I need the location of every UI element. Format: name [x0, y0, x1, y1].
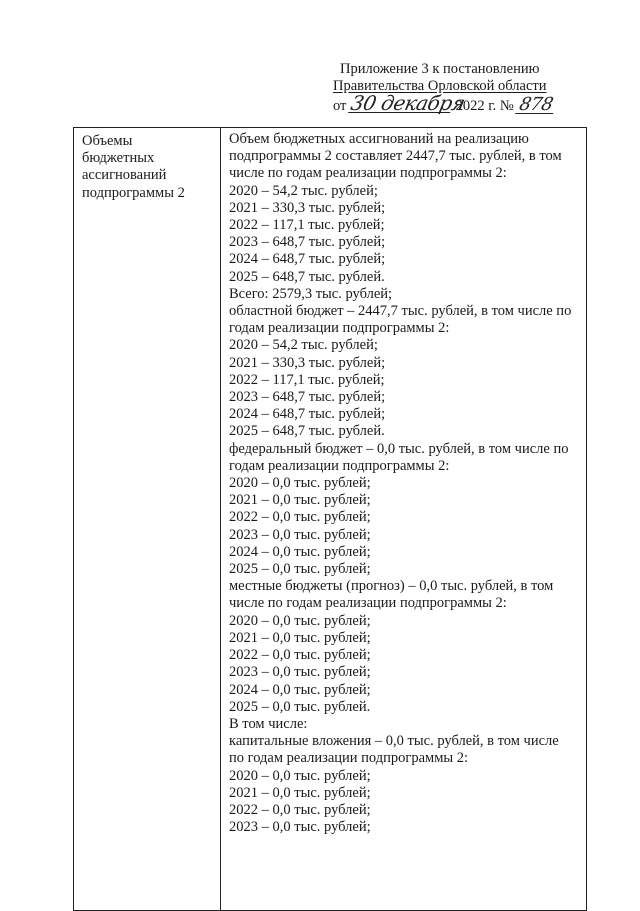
- right-cell-line: 2023 – 0,0 тыс. рублей;: [229, 819, 371, 836]
- year-and-number-label: 2022 г. №: [455, 98, 514, 114]
- right-cell-line: 2022 – 0,0 тыс. рублей;: [229, 801, 371, 818]
- right-cell-line: 2025 – 0,0 тыс. рублей;: [229, 561, 371, 578]
- right-cell-line: 2020 – 0,0 тыс. рублей;: [229, 475, 371, 492]
- right-cell-line: 2021 – 0,0 тыс. рублей;: [229, 784, 371, 801]
- right-cell-line: 2024 – 0,0 тыс. рублей;: [229, 543, 371, 560]
- right-cell-line: областной бюджет – 2447,7 тыс. рублей, в том числе по: [229, 303, 572, 320]
- resolution-date-number: [333, 91, 556, 115]
- right-cell-line: 2023 – 648,7 тыс. рублей;: [229, 389, 386, 406]
- right-cell-line: годам реализации подпрограммы 2:: [229, 320, 450, 337]
- left-cell: [74, 128, 221, 911]
- appendix-title: Приложение 3 к постановлению: [340, 61, 540, 77]
- right-cell-line: числе по годам реализации подпрограммы 2:: [229, 165, 507, 182]
- table-row: [74, 128, 587, 911]
- right-cell-line: Всего: 2579,3 тыс. рублей;: [229, 285, 393, 302]
- right-cell-line: 2023 – 648,7 тыс. рублей;: [229, 234, 386, 251]
- right-cell-line: 2024 – 648,7 тыс. рублей;: [229, 406, 386, 423]
- right-cell-line: 2020 – 0,0 тыс. рублей;: [229, 612, 371, 629]
- right-cell-line: местные бюджеты (прогноз) – 0,0 тыс. рублей, в том: [229, 578, 554, 595]
- right-cell-line: 2024 – 0,0 тыс. рублей;: [229, 681, 371, 698]
- right-cell-line: 2021 – 330,3 тыс. рублей;: [229, 354, 386, 371]
- handwritten-number: 878: [515, 96, 557, 114]
- left-cell-line: ассигнований: [82, 167, 167, 184]
- right-cell-line: 2020 – 54,2 тыс. рублей;: [229, 182, 378, 199]
- handwritten-date: 30 декабря: [348, 91, 468, 115]
- date-prefix: от: [333, 98, 347, 114]
- government-name: Правительства Орловской области: [333, 78, 547, 94]
- left-cell-line: подпрограммы 2: [82, 184, 185, 201]
- right-cell-line: числе по годам реализации подпрограммы 2:: [229, 595, 507, 612]
- right-cell-text: [221, 128, 586, 836]
- right-cell-line: годам реализации подпрограммы 2:: [229, 457, 450, 474]
- right-cell-line: федеральный бюджет – 0,0 тыс. рублей, в том числе по: [229, 440, 569, 457]
- right-cell-line: 2025 – 648,7 тыс. рублей.: [229, 268, 385, 285]
- right-cell-line: 2021 – 0,0 тыс. рублей;: [229, 492, 371, 509]
- right-cell: [221, 128, 587, 911]
- budget-table: [73, 127, 587, 911]
- left-cell-line: бюджетных: [82, 150, 155, 167]
- right-cell-line: 2022 – 0,0 тыс. рублей;: [229, 509, 371, 526]
- right-cell-line: 2021 – 0,0 тыс. рублей;: [229, 629, 371, 646]
- right-cell-line: 2022 – 117,1 тыс. рублей;: [229, 217, 385, 234]
- right-cell-line: 2021 – 330,3 тыс. рублей;: [229, 199, 386, 216]
- right-cell-line: 2025 – 648,7 тыс. рублей.: [229, 423, 385, 440]
- right-cell-line: подпрограммы 2 составляет 2447,7 тыс. рублей, в том: [229, 148, 562, 165]
- right-cell-line: капитальные вложения – 0,0 тыс. рублей, в том числе: [229, 733, 559, 750]
- right-cell-line: 2022 – 117,1 тыс. рублей;: [229, 371, 385, 388]
- right-cell-line: 2025 – 0,0 тыс. рублей.: [229, 698, 371, 715]
- right-cell-line: по годам реализации подпрограммы 2:: [229, 750, 469, 767]
- right-cell-line: 2023 – 0,0 тыс. рублей;: [229, 526, 371, 543]
- right-cell-line: 2024 – 648,7 тыс. рублей;: [229, 251, 386, 268]
- right-cell-line: 2023 – 0,0 тыс. рублей;: [229, 664, 371, 681]
- right-cell-line: 2020 – 0,0 тыс. рублей;: [229, 767, 371, 784]
- right-cell-line: Объем бюджетных ассигнований на реализацию: [229, 131, 529, 147]
- right-cell-line: В том числе:: [229, 715, 308, 732]
- left-cell-text: [74, 128, 220, 202]
- right-cell-line: 2020 – 54,2 тыс. рублей;: [229, 337, 378, 354]
- left-cell-line: Объемы: [82, 133, 133, 149]
- right-cell-line: 2022 – 0,0 тыс. рублей;: [229, 647, 371, 664]
